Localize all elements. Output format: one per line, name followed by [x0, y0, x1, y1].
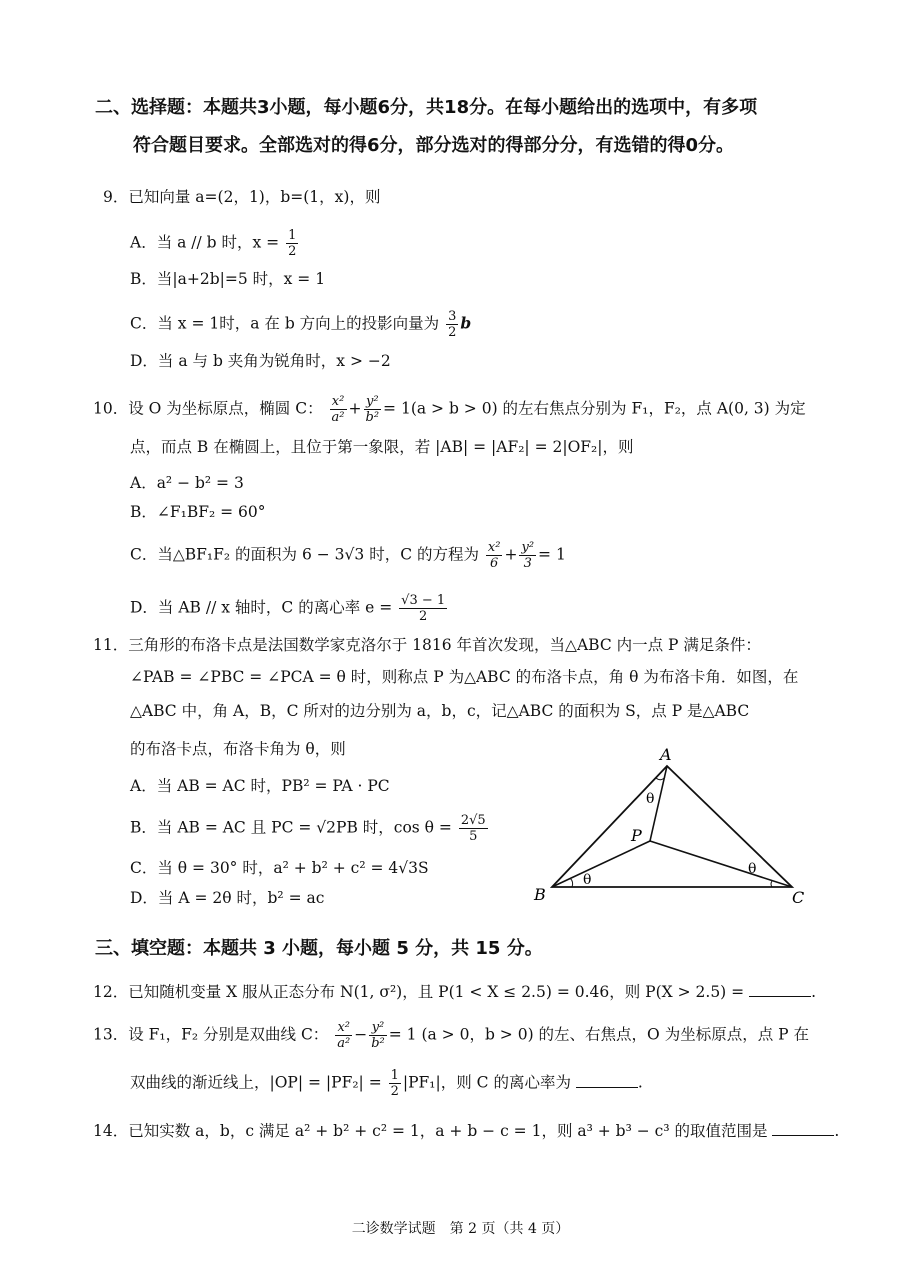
q13-answer-blank: [576, 1073, 638, 1088]
q13-x-term: $\frac{\text{x²}}{\text{a²}}$: [337, 1020, 351, 1051]
page-footer: 二诊数学试题 第 2 页（共 4 页）: [351, 1221, 570, 1237]
label-p: P: [631, 826, 642, 845]
q12-end: .: [811, 983, 817, 1001]
q10-number: 10．: [93, 399, 129, 418]
q10-c-y-term: $\frac{\text{y²}}{3}$: [521, 540, 535, 571]
q9-number: 9．: [103, 188, 129, 206]
q13-y-term: $\frac{\text{y²}}{\text{b²}}$: [371, 1020, 385, 1051]
q10-stem-line1: 10．设 O 为坐标原点，椭圆 C： $\frac{\text{x²}}{\text{a²}}$ + $\frac{\text{y²}}{\text{b²}}$ = 1(a > b > 0) 的左右焦点分别为 F₁，F₂，点 A(0, 3) 为定: [93, 394, 806, 425]
q11-option-a: A．当 AB = AC 时，PB² = PA · PC: [130, 777, 390, 795]
q14-end: .: [834, 1122, 840, 1140]
q13-number: 13．: [93, 1025, 129, 1044]
q10-d-fraction: $\frac{√3 - 1}{2}$: [401, 593, 446, 624]
q14-number: 14．: [93, 1122, 129, 1140]
q10-stem-part1: 设 O 为坐标原点，椭圆 C：: [128, 399, 323, 418]
segment-pc: [650, 841, 792, 887]
theta-label-c: θ: [748, 861, 757, 877]
q11-option-c: C．当 θ = 30° 时，a² + b² + c² = 4√3S: [130, 859, 429, 877]
q11-line2: ∠PAB = ∠PBC = ∠PCA = θ 时，则称点 P 为△ABC 的布洛卡点，角 θ 为布洛卡角．如图，在: [130, 668, 799, 686]
q12: [93, 981, 816, 1003]
q9-c-fraction: $\frac{3}{2}$: [448, 309, 457, 340]
q9-option-b: B．当|a+2b|=5 时，x = 1: [130, 270, 326, 288]
label-a: A: [660, 745, 672, 764]
q9-stem: [103, 186, 380, 208]
label-c: C: [792, 888, 805, 907]
q13-half-fraction: $\frac{1}{2}$: [390, 1068, 399, 1099]
q10-stem-line2: 点，而点 B 在椭圆上，且位于第一象限，若 |AB| = |AF₂| = 2|OF₂|，则: [130, 438, 634, 456]
q11-line1: [93, 634, 761, 656]
theta-label-b: θ: [583, 872, 592, 888]
q12-number: 12．: [93, 983, 129, 1001]
theta-label-a: θ: [646, 791, 655, 807]
q11-b-text: B．当 AB = AC 且 PC = √2PB 时，cos θ =: [130, 818, 452, 837]
q11-line3: △ABC 中，角 A，B，C 所对的边分别为 a，b，c，记△ABC 的面积为 S，点 P 是△ABC: [130, 702, 750, 720]
q13-text-part2: = 1 (a > 0，b > 0) 的左、右焦点，O 为坐标原点，点 P 在: [388, 1025, 809, 1044]
q9-option-a: [130, 228, 300, 259]
q12-text: 已知随机变量 X 服从正态分布 N(1, σ²)，且 P(1 < X ≤ 2.5) = 0.46，则 P(X > 2.5) =: [128, 983, 745, 1001]
segment-pb: [552, 841, 650, 887]
q10-option-b: B．∠F₁BF₂ = 60°: [130, 503, 266, 521]
q14-answer-blank: [772, 1121, 834, 1136]
q10-ellipse-y-term: $\frac{\text{y²}}{\text{b²}}$: [365, 394, 380, 425]
angle-arc-c: [771, 881, 772, 887]
label-b: B: [534, 885, 546, 904]
q10-ellipse-x-term: $\frac{\text{x²}}{\text{a²}}$: [331, 394, 345, 425]
q11-option-d: D．当 A = 2θ 时，b² = ac: [130, 889, 325, 907]
q9-c-tail: b: [460, 313, 472, 333]
q9-a-text: A．当 a // b 时，x =: [130, 233, 280, 252]
q13-text-part3: 双曲线的渐近线上，|OP| = |PF₂| =: [130, 1073, 382, 1092]
q11-number: 11．: [93, 636, 129, 654]
q13-text-part1: 设 F₁，F₂ 分别是双曲线 C：: [128, 1025, 329, 1044]
q10-option-a: A．a² − b² = 3: [130, 474, 244, 492]
q10-c-text: C．当△BF₁F₂ 的面积为 6 − 3√3 时，C 的方程为: [130, 545, 479, 564]
q9-option-c: [130, 309, 471, 340]
brocard-triangle-figure: [520, 740, 810, 910]
q14-text: 已知实数 a，b，c 满足 a² + b² + c² = 1，a + b − c = 1，则 a³ + b³ − c³ 的取值范围是: [128, 1122, 768, 1140]
q9-option-d: D．当 a 与 b 夹角为锐角时，x > −2: [130, 352, 391, 370]
q10-c-x-term: $\frac{\text{x²}}{6}$: [487, 540, 501, 571]
q11-option-b: [130, 813, 490, 844]
q9-a-fraction: $\frac{1}{2}$: [288, 228, 297, 259]
q13-text-part4: |PF₁|，则 C 的离心率为: [402, 1073, 571, 1092]
section-2-heading-line2: 符合题目要求。全部选对的得6分，部分选对的得部分分，有选错的得0分。: [133, 135, 735, 156]
q9-stem-text: 已知向量 a=(2，1)，b=(1，x)，则: [128, 188, 381, 206]
q13-line2: [130, 1068, 643, 1099]
q10-option-c: C．当△BF₁F₂ 的面积为 6 − 3√3 时，C 的方程为 $\frac{\text{x²}}{6}$ + $\frac{\text{y²}}{3}$ = 1: [130, 540, 566, 571]
section-3-heading: 三、填空题：本题共 3 小题，每小题 5 分，共 15 分。: [95, 938, 543, 959]
q13-line1: 13．设 F₁，F₂ 分别是双曲线 C： $\frac{\text{x²}}{\text{a²}}$ − $\frac{\text{y²}}{\text{b²}}$ = 1 (a > 0，b > 0) 的左、右焦点，O 为坐标原点，点 P 在: [93, 1020, 809, 1051]
q10-stem-part2: = 1(a > b > 0) 的左右焦点分别为 F₁，F₂，点 A(0, 3) 为定: [383, 399, 806, 418]
q10-d-text: D．当 AB // x 轴时，C 的离心率 e =: [130, 598, 393, 617]
q10-option-d: [130, 593, 449, 624]
q13-end: .: [637, 1073, 643, 1092]
q11-line4: 的布洛卡点，布洛卡角为 θ，则: [130, 740, 346, 758]
q12-answer-blank: [749, 982, 811, 997]
section-2-heading-line1: 二、选择题：本题共3小题，每小题6分，共18分。在每小题给出的选项中，有多项: [95, 97, 758, 118]
angle-arc-b: [570, 878, 573, 887]
q9-c-text: C．当 x = 1时，a 在 b 方向上的投影向量为: [130, 314, 440, 333]
q11-line1-text: 三角形的布洛卡点是法国数学家克洛尔于 1816 年首次发现，当△ABC 内一点 P 满足条件：: [128, 636, 761, 654]
q11-b-fraction: $\frac{2√5}{5}$: [460, 813, 486, 844]
q10-c-tail: = 1: [538, 545, 566, 564]
q14: [93, 1120, 839, 1142]
